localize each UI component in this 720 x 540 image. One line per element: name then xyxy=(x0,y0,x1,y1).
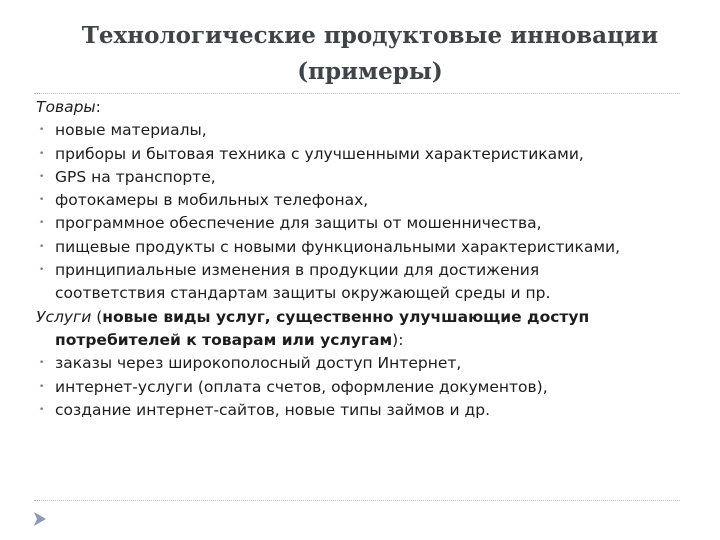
goods-item-5: • пищевые продукты с новыми функциональными характеристиками, xyxy=(36,236,704,259)
bullet-icon: • xyxy=(39,148,45,159)
bullet-icon: • xyxy=(39,241,45,252)
services-heading-continuation: потребителей к товарам или услугам): xyxy=(55,330,404,349)
goods-item-6: • принципиальные изменения в продукции для достижения xyxy=(36,259,704,282)
bullet-icon: • xyxy=(39,218,45,229)
slide-nav-arrow-icon[interactable] xyxy=(33,511,47,531)
top-divider xyxy=(34,93,680,94)
goods-item-1: • приборы и бытовая техника с улучшенными характеристиками, xyxy=(36,143,704,166)
goods-heading: Товары: xyxy=(36,98,101,116)
goods-item-4: • программное обеспечение для защиты от мошенничества, xyxy=(36,212,704,235)
services-heading: Услуги (новые виды услуг, существенно улучшающие доступ xyxy=(36,307,590,326)
bullet-icon: • xyxy=(39,358,45,369)
bullet-icon: • xyxy=(39,381,45,392)
goods-item-6-continuation: соответствия стандартам защиты окружающей среды и пр. xyxy=(55,284,551,303)
goods-item-0: • новые материалы, xyxy=(36,119,704,142)
bottom-divider xyxy=(34,500,680,501)
bullet-icon: • xyxy=(39,195,45,206)
bullet-icon: • xyxy=(39,404,45,415)
bullet-icon: • xyxy=(39,265,45,276)
slide-title-line-1: Технологические продуктовые инновации xyxy=(81,22,659,49)
slide-title xyxy=(40,18,700,90)
services-item-1: • интернет-услуги (оплата счетов, оформление документов), xyxy=(36,376,704,399)
services-item-0: • заказы через широкополосный доступ Интернет, xyxy=(36,352,704,375)
slide-nav-arrow-icon-svg xyxy=(33,511,47,527)
slide-body xyxy=(36,96,704,422)
goods-item-2: • GPS на транспорте, xyxy=(36,166,704,189)
bullet-icon: • xyxy=(39,171,45,182)
slide-title-line-2: (примеры) xyxy=(297,58,443,85)
bullet-icon: • xyxy=(39,125,45,136)
services-item-2: • создание интернет-сайтов, новые типы займов и др. xyxy=(36,399,704,422)
goods-item-3: • фотокамеры в мобильных телефонах, xyxy=(36,189,704,212)
